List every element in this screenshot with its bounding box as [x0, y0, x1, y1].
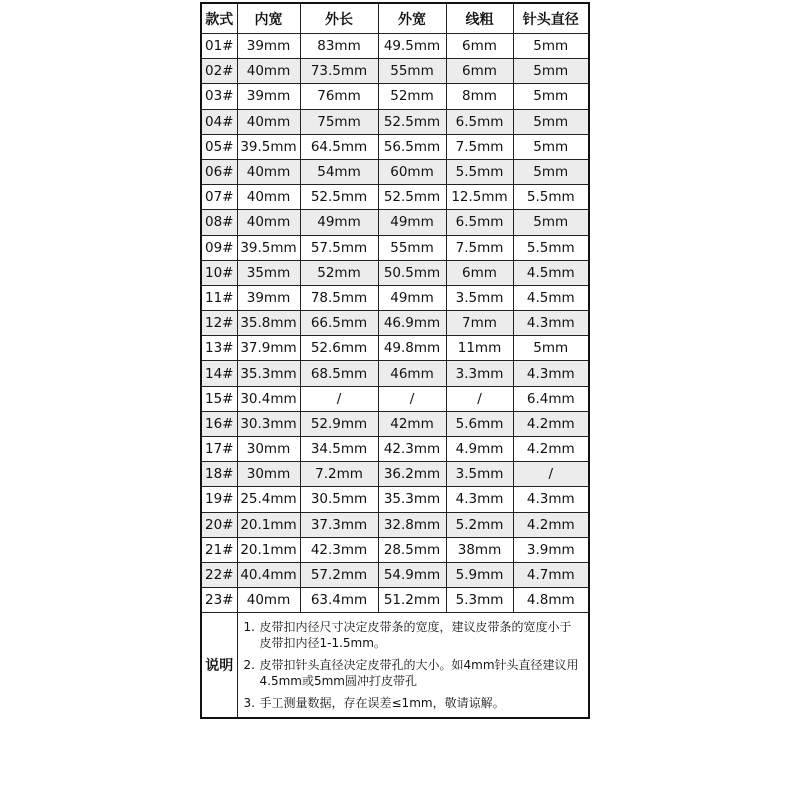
cell-wire-thickness: / — [446, 386, 513, 411]
table-row — [201, 84, 589, 109]
cell-inner-width: 39.5mm — [237, 134, 300, 159]
cell-inner-width: 30.4mm — [237, 386, 300, 411]
cell-wire-thickness: 7.5mm — [446, 235, 513, 260]
cell-pin-diameter: 5mm — [513, 109, 589, 134]
note-number: 2. — [243, 658, 255, 673]
cell-outer-width: 49.5mm — [378, 34, 446, 59]
cell-inner-width: 40mm — [237, 159, 300, 184]
note-text: 皮带扣针头直径决定皮带孔的大小。如4mm针头直径建议用4.5mm或5mm圆冲打皮带孔 — [259, 658, 579, 689]
table-row — [201, 109, 589, 134]
cell-wire-thickness: 7.5mm — [446, 134, 513, 159]
table-row — [201, 462, 589, 487]
table-row — [201, 34, 589, 59]
cell-outer-length: 7.2mm — [300, 462, 378, 487]
cell-style: 07# — [201, 185, 237, 210]
cell-outer-length: 57.5mm — [300, 235, 378, 260]
notes-content — [237, 613, 589, 719]
cell-pin-diameter: 4.3mm — [513, 311, 589, 336]
cell-style: 19# — [201, 487, 237, 512]
cell-wire-thickness: 5.6mm — [446, 411, 513, 436]
cell-wire-thickness: 11mm — [446, 336, 513, 361]
cell-inner-width: 40mm — [237, 109, 300, 134]
cell-pin-diameter: 5mm — [513, 159, 589, 184]
note-text: 手工测量数据，存在误差≤1mm，敬请谅解。 — [259, 696, 505, 711]
cell-outer-length: 66.5mm — [300, 311, 378, 336]
cell-pin-diameter: 4.2mm — [513, 411, 589, 436]
cell-wire-thickness: 5.3mm — [446, 588, 513, 613]
cell-outer-width: 52mm — [378, 84, 446, 109]
cell-outer-width: 28.5mm — [378, 537, 446, 562]
cell-outer-width: 51.2mm — [378, 588, 446, 613]
cell-style: 17# — [201, 437, 237, 462]
cell-style: 21# — [201, 537, 237, 562]
cell-outer-length: 73.5mm — [300, 59, 378, 84]
cell-outer-width: 49mm — [378, 285, 446, 310]
cell-outer-length: 52.6mm — [300, 336, 378, 361]
cell-outer-length: 52.5mm — [300, 185, 378, 210]
table-row — [201, 487, 589, 512]
cell-outer-length: 63.4mm — [300, 588, 378, 613]
cell-inner-width: 30mm — [237, 462, 300, 487]
table-row — [201, 285, 589, 310]
cell-pin-diameter: 5.5mm — [513, 185, 589, 210]
cell-pin-diameter: / — [513, 462, 589, 487]
note-item — [244, 657, 583, 689]
cell-wire-thickness: 5.2mm — [446, 512, 513, 537]
note-number: 1. — [243, 620, 255, 635]
cell-inner-width: 39.5mm — [237, 235, 300, 260]
cell-outer-length: 68.5mm — [300, 361, 378, 386]
table-row — [201, 185, 589, 210]
cell-outer-width: 35.3mm — [378, 487, 446, 512]
notes-row — [201, 613, 589, 719]
cell-outer-width: 52.5mm — [378, 109, 446, 134]
cell-outer-width: 49mm — [378, 210, 446, 235]
header-pin-diameter: 针头直径 — [513, 3, 589, 34]
cell-pin-diameter: 4.2mm — [513, 437, 589, 462]
cell-inner-width: 30.3mm — [237, 411, 300, 436]
cell-inner-width: 39mm — [237, 84, 300, 109]
cell-outer-width: / — [378, 386, 446, 411]
cell-pin-diameter: 6.4mm — [513, 386, 589, 411]
cell-outer-length: / — [300, 386, 378, 411]
cell-inner-width: 35.8mm — [237, 311, 300, 336]
table-row — [201, 235, 589, 260]
cell-outer-width: 50.5mm — [378, 260, 446, 285]
cell-outer-width: 49.8mm — [378, 336, 446, 361]
cell-pin-diameter: 3.9mm — [513, 537, 589, 562]
cell-outer-length: 34.5mm — [300, 437, 378, 462]
cell-wire-thickness: 7mm — [446, 311, 513, 336]
header-outer-length: 外长 — [300, 3, 378, 34]
cell-pin-diameter: 4.3mm — [513, 361, 589, 386]
table-row — [201, 336, 589, 361]
cell-style: 15# — [201, 386, 237, 411]
cell-pin-diameter: 5mm — [513, 210, 589, 235]
cell-inner-width: 35mm — [237, 260, 300, 285]
cell-inner-width: 37.9mm — [237, 336, 300, 361]
cell-outer-width: 46.9mm — [378, 311, 446, 336]
cell-outer-length: 78.5mm — [300, 285, 378, 310]
table-row — [201, 210, 589, 235]
size-chart — [200, 2, 588, 719]
cell-outer-length: 52mm — [300, 260, 378, 285]
header-row — [201, 3, 589, 34]
header-inner-width: 内宽 — [237, 3, 300, 34]
table-row — [201, 588, 589, 613]
note-text: 皮带扣内径尺寸决定皮带条的宽度，建议皮带条的宽度小于皮带扣内径1-1.5mm。 — [259, 620, 572, 651]
cell-style: 14# — [201, 361, 237, 386]
cell-style: 23# — [201, 588, 237, 613]
header-outer-width: 外宽 — [378, 3, 446, 34]
cell-pin-diameter: 5mm — [513, 134, 589, 159]
cell-pin-diameter: 5mm — [513, 84, 589, 109]
cell-style: 22# — [201, 562, 237, 587]
table-row — [201, 311, 589, 336]
cell-outer-length: 30.5mm — [300, 487, 378, 512]
cell-outer-width: 56.5mm — [378, 134, 446, 159]
cell-outer-length: 37.3mm — [300, 512, 378, 537]
cell-outer-length: 76mm — [300, 84, 378, 109]
cell-wire-thickness: 5.9mm — [446, 562, 513, 587]
cell-outer-length: 83mm — [300, 34, 378, 59]
cell-pin-diameter: 4.2mm — [513, 512, 589, 537]
cell-style: 11# — [201, 285, 237, 310]
cell-outer-length: 54mm — [300, 159, 378, 184]
cell-inner-width: 40mm — [237, 210, 300, 235]
cell-inner-width: 20.1mm — [237, 512, 300, 537]
cell-wire-thickness: 6.5mm — [446, 109, 513, 134]
cell-wire-thickness: 6mm — [446, 34, 513, 59]
cell-style: 10# — [201, 260, 237, 285]
cell-wire-thickness: 6.5mm — [446, 210, 513, 235]
cell-outer-width: 42.3mm — [378, 437, 446, 462]
note-item — [244, 695, 583, 711]
cell-style: 12# — [201, 311, 237, 336]
cell-outer-length: 64.5mm — [300, 134, 378, 159]
cell-inner-width: 25.4mm — [237, 487, 300, 512]
table-row — [201, 537, 589, 562]
cell-pin-diameter: 5mm — [513, 34, 589, 59]
table-row — [201, 260, 589, 285]
cell-wire-thickness: 3.5mm — [446, 285, 513, 310]
cell-inner-width: 35.3mm — [237, 361, 300, 386]
cell-inner-width: 30mm — [237, 437, 300, 462]
cell-outer-length: 42.3mm — [300, 537, 378, 562]
size-table — [200, 2, 590, 719]
cell-outer-width: 60mm — [378, 159, 446, 184]
cell-wire-thickness: 12.5mm — [446, 185, 513, 210]
cell-inner-width: 40mm — [237, 185, 300, 210]
table-body — [201, 34, 589, 613]
notes-label: 说明 — [201, 613, 237, 719]
cell-outer-width: 46mm — [378, 361, 446, 386]
cell-pin-diameter: 5mm — [513, 336, 589, 361]
cell-outer-width: 52.5mm — [378, 185, 446, 210]
cell-outer-width: 42mm — [378, 411, 446, 436]
cell-pin-diameter: 4.7mm — [513, 562, 589, 587]
cell-outer-length: 75mm — [300, 109, 378, 134]
cell-wire-thickness: 6mm — [446, 260, 513, 285]
cell-inner-width: 20.1mm — [237, 537, 300, 562]
cell-wire-thickness: 3.5mm — [446, 462, 513, 487]
cell-style: 13# — [201, 336, 237, 361]
cell-style: 16# — [201, 411, 237, 436]
note-item — [244, 619, 583, 651]
cell-outer-width: 55mm — [378, 59, 446, 84]
table-row — [201, 411, 589, 436]
table-row — [201, 437, 589, 462]
cell-pin-diameter: 5mm — [513, 59, 589, 84]
cell-pin-diameter: 4.3mm — [513, 487, 589, 512]
cell-pin-diameter: 5.5mm — [513, 235, 589, 260]
cell-style: 09# — [201, 235, 237, 260]
cell-wire-thickness: 5.5mm — [446, 159, 513, 184]
table-row — [201, 386, 589, 411]
cell-pin-diameter: 4.8mm — [513, 588, 589, 613]
cell-style: 08# — [201, 210, 237, 235]
cell-style: 05# — [201, 134, 237, 159]
cell-outer-width: 36.2mm — [378, 462, 446, 487]
cell-inner-width: 40.4mm — [237, 562, 300, 587]
cell-inner-width: 40mm — [237, 588, 300, 613]
cell-wire-thickness: 4.9mm — [446, 437, 513, 462]
cell-outer-length: 57.2mm — [300, 562, 378, 587]
cell-wire-thickness: 8mm — [446, 84, 513, 109]
table-row — [201, 59, 589, 84]
cell-style: 03# — [201, 84, 237, 109]
cell-style: 20# — [201, 512, 237, 537]
cell-style: 18# — [201, 462, 237, 487]
cell-outer-width: 32.8mm — [378, 512, 446, 537]
cell-pin-diameter: 4.5mm — [513, 285, 589, 310]
cell-outer-width: 54.9mm — [378, 562, 446, 587]
note-number: 3. — [243, 696, 255, 711]
cell-pin-diameter: 4.5mm — [513, 260, 589, 285]
cell-wire-thickness: 38mm — [446, 537, 513, 562]
cell-inner-width: 39mm — [237, 285, 300, 310]
header-wire-thickness: 线粗 — [446, 3, 513, 34]
cell-inner-width: 39mm — [237, 34, 300, 59]
table-row — [201, 159, 589, 184]
cell-inner-width: 40mm — [237, 59, 300, 84]
table-row — [201, 562, 589, 587]
cell-outer-length: 52.9mm — [300, 411, 378, 436]
cell-style: 01# — [201, 34, 237, 59]
header-style: 款式 — [201, 3, 237, 34]
table-row — [201, 512, 589, 537]
cell-wire-thickness: 4.3mm — [446, 487, 513, 512]
cell-outer-width: 55mm — [378, 235, 446, 260]
cell-style: 06# — [201, 159, 237, 184]
cell-wire-thickness: 6mm — [446, 59, 513, 84]
cell-style: 02# — [201, 59, 237, 84]
cell-outer-length: 49mm — [300, 210, 378, 235]
cell-wire-thickness: 3.3mm — [446, 361, 513, 386]
table-row — [201, 361, 589, 386]
table-row — [201, 134, 589, 159]
cell-style: 04# — [201, 109, 237, 134]
